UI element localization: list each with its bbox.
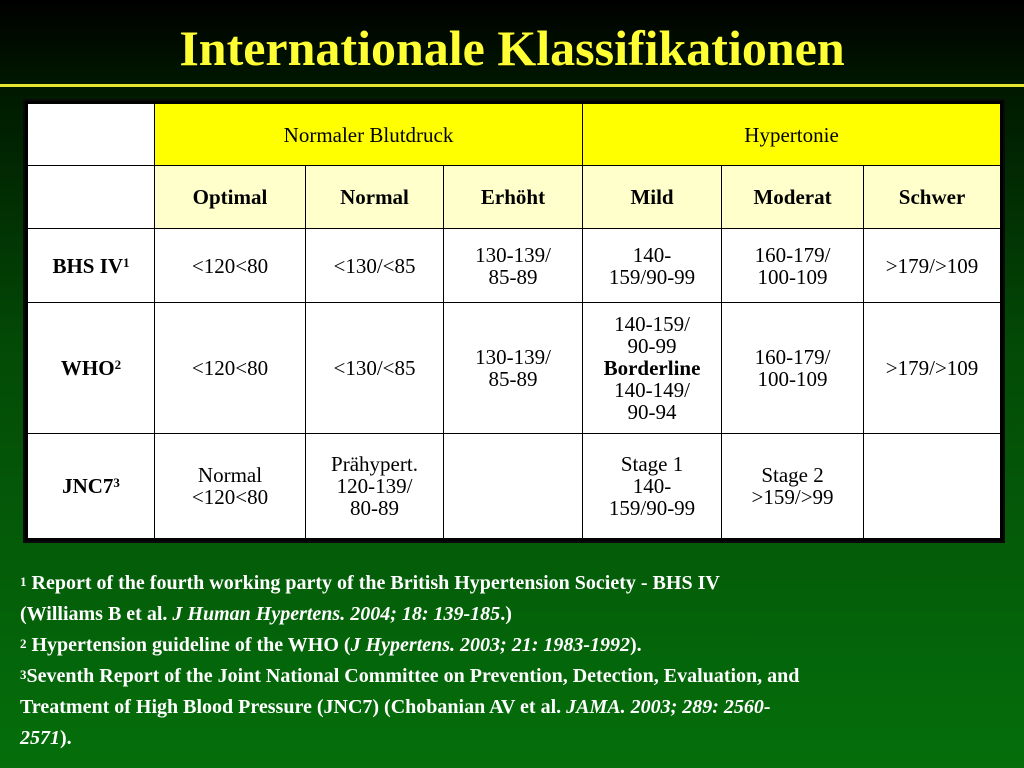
cell-who-moderate: 160-179/ 100-109 — [722, 303, 864, 434]
footnote-1-line-2: (Williams B et al. J Human Hypertens. 2004; 18: 139-185.) — [20, 603, 512, 625]
subheader-moderate: Moderat — [722, 166, 864, 229]
footnote-ref: 3 — [113, 475, 120, 490]
cell-jnc7-raised — [444, 434, 583, 540]
cell-jnc7-mild: Stage 1 140- 159/90-99 — [583, 434, 722, 540]
footnotes — [20, 568, 1024, 754]
subheader-optimal: Optimal — [155, 166, 306, 229]
cell-bhs-mild: 140- 159/90-99 — [583, 229, 722, 303]
cell-jnc7-normal: Prähypert. 120-139/ 80-89 — [306, 434, 444, 540]
row-label-who: WHO$^2$ — [27, 303, 155, 434]
cell-jnc7-optimal: Normal <120<80 — [155, 434, 306, 540]
cell-bhs-optimal: <120<80 — [155, 229, 306, 303]
table-row-jnc7 — [27, 434, 1002, 540]
row-label-bhs: BHS $IV^1$ — [27, 229, 155, 303]
subheader-raised: Erhöht — [444, 166, 583, 229]
page-title: Internationale Klassifikationen — [179, 20, 845, 76]
cell-bhs-moderate: 160-179/ 100-109 — [722, 229, 864, 303]
cell-who-severe: >179/>109 — [864, 303, 1002, 434]
subheader-normal: Normal — [306, 166, 444, 229]
cell-who-mild: 140-159/ 90-99 Borderline 140-149/ 90-94 — [583, 303, 722, 434]
cell-jnc7-moderate: Stage 2 >159/>99 — [722, 434, 864, 540]
subheader-severe: Schwer — [864, 166, 1002, 229]
footnote-ref: 1 — [123, 254, 130, 270]
footnote-ref: 2 — [114, 357, 122, 372]
cell-who-normal: <130/<85 — [306, 303, 444, 434]
cell-bhs-raised: 130-139/ 85-89 — [444, 229, 583, 303]
subheader-mild: Mild — [583, 166, 722, 229]
borderline-label: Borderline — [603, 356, 701, 380]
footnote-2: $^2$ Hypertension guideline of the WHO (J Hypertens. 2003; 21: 1983-1992). — [20, 634, 642, 656]
row-label-jnc7: $JNC7^3$ — [27, 434, 155, 540]
table-row-who — [27, 303, 1002, 434]
table-subheader-row — [27, 166, 1002, 229]
cell-jnc7-severe — [864, 434, 1002, 540]
cell-who-optimal: <120<80 — [155, 303, 306, 434]
footnote-1-line-1: $^1$ Report of the fourth working party of the British Hypertension Society - BHS IV — [20, 572, 720, 594]
table-header-row — [27, 103, 1002, 166]
footnote-3-line-3: 2571). — [20, 727, 72, 749]
empty-corner-cell — [27, 103, 155, 166]
footnote-3-line-1: $^3$Seventh Report of the Joint National Committee on Prevention, Detection, Evaluation, and — [20, 665, 800, 687]
title-underline — [0, 84, 1024, 87]
cell-who-raised: 130-139/ 85-89 — [444, 303, 583, 434]
group-header-hypertension: Hypertonie — [583, 103, 1002, 166]
footnote-3-line-2: Treatment of High Blood Pressure (JNC7) (Chobanian AV et al. JAMA. 2003; 289: 2560- — [20, 696, 771, 718]
group-header-normal: Normaler Blutdruck — [155, 103, 583, 166]
empty-corner-cell — [27, 166, 155, 229]
table-row-bhs — [27, 229, 1002, 303]
cell-bhs-severe: >179/>109 — [864, 229, 1002, 303]
cell-bhs-normal: <130/<85 — [306, 229, 444, 303]
classification-table — [25, 101, 1003, 541]
